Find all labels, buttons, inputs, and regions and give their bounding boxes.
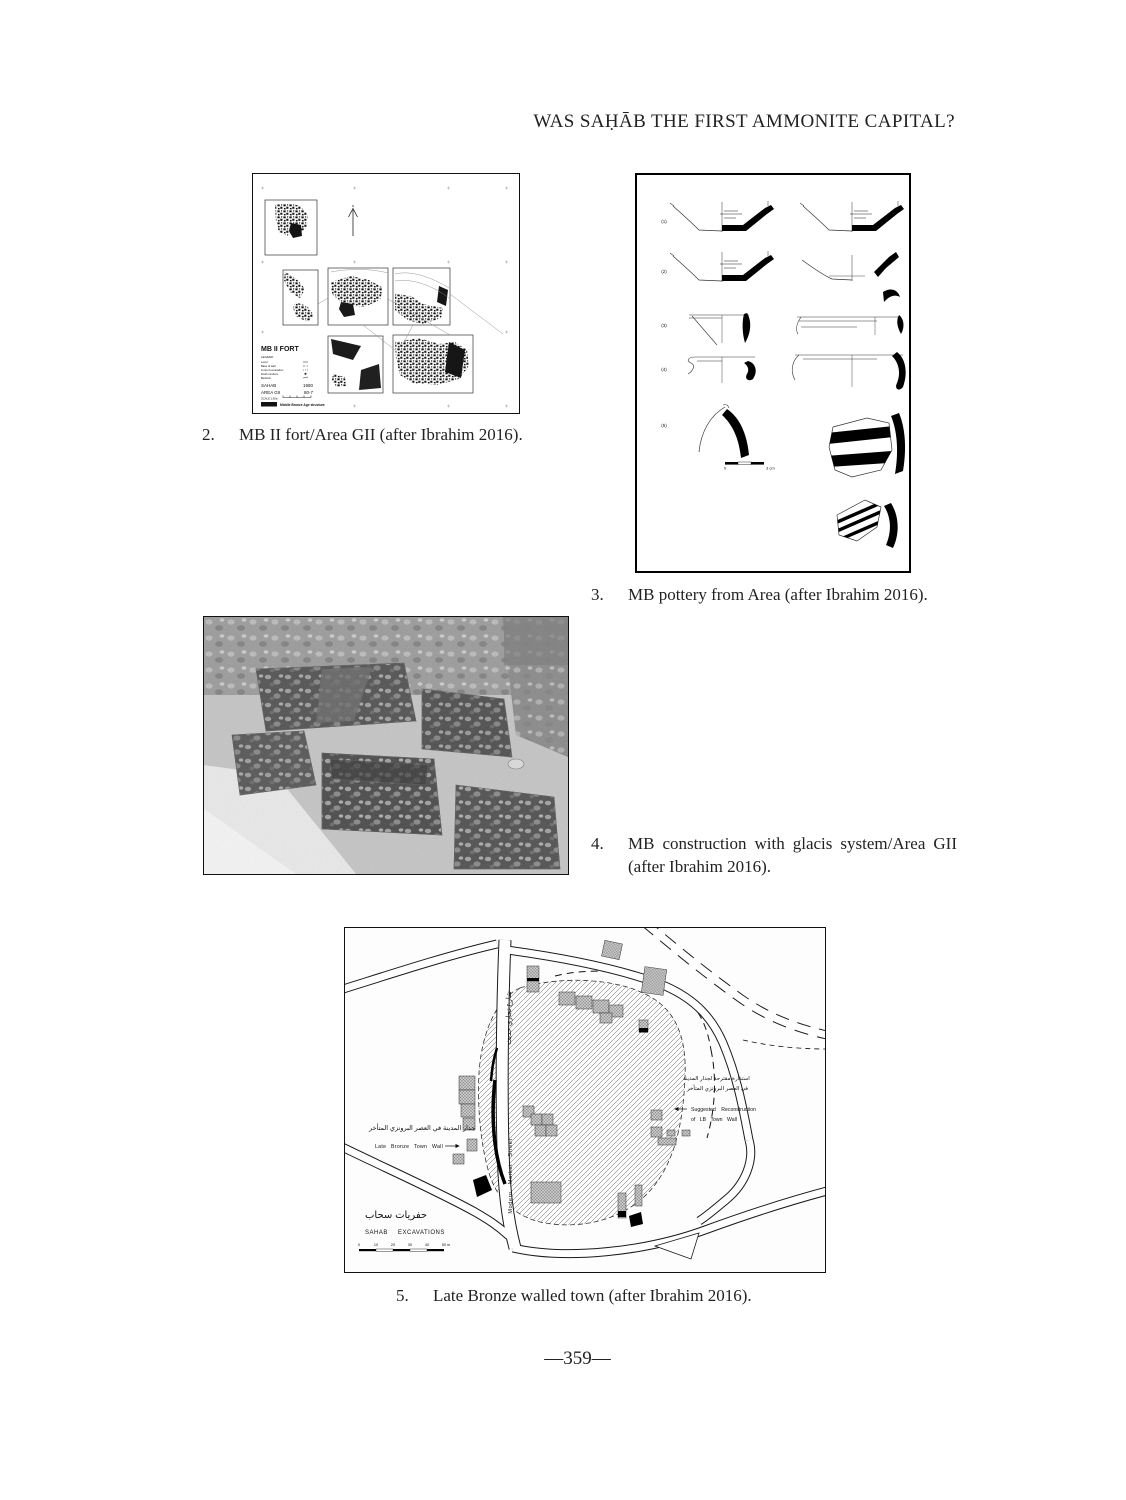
caption-text: Late Bronze walled town (after Ibrahim 2016). xyxy=(433,1286,752,1305)
pottery-rim-sherd xyxy=(802,252,900,302)
figure-2-excavation-plan xyxy=(252,173,520,414)
excavation-square-top xyxy=(265,200,317,255)
wall-arabic-label: جدار المدينة في العصر البرونزي المتأخر xyxy=(369,1125,476,1132)
scale-tick: 0 xyxy=(357,1243,361,1247)
pottery-juglet xyxy=(699,405,749,458)
pottery-bowl-profile xyxy=(670,201,904,282)
figure-5-caption xyxy=(396,1285,765,1308)
caption-number: 2. xyxy=(202,425,215,444)
pottery-item-numbers xyxy=(661,219,667,428)
legend-symbols xyxy=(303,362,308,378)
pottery-shallow-bowl xyxy=(797,315,904,335)
fig4-photo xyxy=(204,617,568,874)
pottery-striped-sherd xyxy=(835,500,898,548)
fig2-plan-drawing xyxy=(253,174,519,413)
item-number: (4) xyxy=(661,367,667,372)
recon-english-line2: of LB Town Wall xyxy=(691,1117,737,1123)
key-label: Middle Bronze Age structure xyxy=(280,402,325,407)
legend-item: Base of wall xyxy=(261,365,276,368)
north-arrow-icon xyxy=(349,205,358,236)
scale-tick: 10 xyxy=(373,1243,379,1247)
figure-4-excavation-photo xyxy=(203,616,569,875)
pottery-body-sherd xyxy=(884,503,898,548)
figure-5-town-map xyxy=(344,927,826,1273)
legend-item: Field numbers xyxy=(261,373,279,376)
item-number: (2) xyxy=(661,269,667,274)
pottery-painted-sherd xyxy=(826,413,905,477)
figure-4-caption xyxy=(591,833,957,879)
street-english-label: Modern Market Street xyxy=(508,1138,514,1214)
scale-tick: 50 m xyxy=(441,1243,451,1247)
scale-zero: 0 xyxy=(724,465,727,471)
site-year: 1980 xyxy=(302,383,313,388)
site-english-label: SAHAB EXCAVATIONS xyxy=(365,1230,445,1236)
caption-text: MB pottery from Area (after Ibrahim 2016). xyxy=(628,585,928,604)
caption-number: 5. xyxy=(396,1286,409,1305)
legend-title: LEGEND xyxy=(261,355,274,359)
pottery-v-bowl xyxy=(689,313,750,345)
plan-title: MB II FORT xyxy=(261,346,299,353)
plan-scale-bar xyxy=(283,396,311,398)
scale-tick: 30 xyxy=(407,1243,413,1247)
scale-length: 3 cm xyxy=(766,465,775,471)
wall-english-label: Late Bronze Town Wall xyxy=(375,1144,444,1150)
photo-grain xyxy=(204,617,568,874)
street-arabic-label: شارع تجاري حديث xyxy=(506,991,513,1045)
figure-3-caption xyxy=(591,584,957,607)
legend-item: Bedrock xyxy=(261,377,271,380)
item-number: (3) xyxy=(661,323,667,328)
site-arabic-label: حفريات سحاب xyxy=(365,1210,428,1221)
area-name: AREA GII xyxy=(261,390,281,395)
figure-2-caption xyxy=(202,424,554,447)
caption-text: MB II fort/Area GII (after Ibrahim 2016). xyxy=(239,425,523,444)
pottery-body-sherd xyxy=(891,413,905,474)
pottery-jar-rim xyxy=(792,352,905,390)
pottery-jar-rim xyxy=(688,357,756,383)
recon-english-line1: Suggested Reconstruction xyxy=(691,1107,756,1113)
site-name: SAHAB xyxy=(261,383,277,388)
caption-number: 4. xyxy=(591,834,604,853)
scale-tick: 20 xyxy=(390,1243,396,1247)
area-code: 80-7 xyxy=(303,390,313,395)
recon-arabic-line1: استدارة مقترحة لجدار المدينة xyxy=(683,1076,750,1082)
fig5-map-drawing xyxy=(345,928,825,1272)
legend-item: Level xyxy=(261,361,268,364)
pottery-scale-bar xyxy=(724,462,775,471)
plan-title-block xyxy=(261,346,325,407)
running-head: WAS SAḤĀB THE FIRST AMMONITE CAPITAL? xyxy=(533,111,955,132)
caption-number: 3. xyxy=(591,585,604,604)
item-number: (1) xyxy=(661,219,667,224)
legend-item: Limit of excavation xyxy=(261,369,284,372)
fig3-pottery-drawing xyxy=(637,175,909,571)
figure-3-pottery-plate xyxy=(635,173,911,573)
scale-text: SCALE 1:50m xyxy=(261,397,279,401)
recon-arabic-line2: في العصر البرونزي المتأخر xyxy=(687,1086,749,1092)
key-swatch xyxy=(261,402,277,407)
item-number: (5) xyxy=(661,423,667,428)
page-number: —359— xyxy=(544,1348,611,1369)
scale-tick: 40 xyxy=(424,1243,430,1247)
caption-text: MB construction with glacis system/Area GII (after Ibrahim 2016). xyxy=(628,834,957,876)
